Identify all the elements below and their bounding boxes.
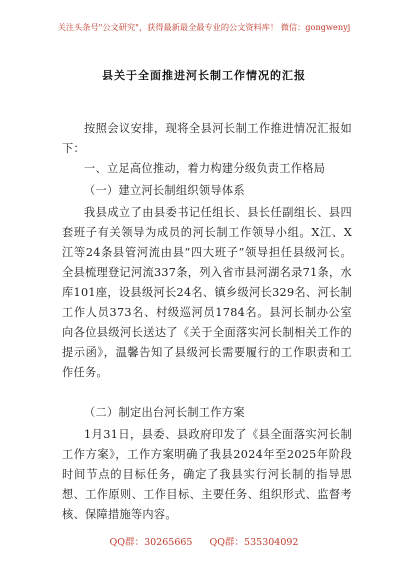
intro-paragraph: 按照会议安排，现将全县河长制工作推进情况汇报如下： [62,122,352,155]
subsection-heading-1: （一）建立河长制组织领导体系 [84,184,245,197]
header-banner-text: 关注头条号"公文研究"，获得最新最全最专业的公文资料库！ 微信：gongwenyj [57,22,351,32]
header-banner [0,22,408,33]
footer-qq-group-2: QQ群：535304092 [209,537,299,548]
subsection-1-paragraph: 我县成立了由县委书记任组长、县长任副组长、县四套班子有关领导为成员的河长制工作领导小组。X江、X江等24条县管河流由县“四大班子”领导担任县级河长。全县梳理登记河流337条，列入省市县河湖名录71条，水库101座，设县级河长24名、镇乡级河长329名、河长制工作人员373名、村级巡河员1784名。县河长制办公室向各位县级河长送达了《关于全面落实河长制相关工作的提示函》，温馨告知了县级河长需要履行的工作职责和工作任务。 [62,206,352,379]
section-heading-1: 一、立足高位推动，着力构建分级负责工作格局 [84,162,326,175]
subsection-2-paragraph: 1月31日，县委、县政府印发了《县全面落实河长制工作方案》，工作方案明确了我县2024年至2025年阶段时间节点的目标任务，确定了我县实行河长制的指导思想、工作原则、工作目标、主要任务、组织形式、监督考核、保障措施等内容。 [62,428,352,521]
footer-qq-group-1: QQ群：30265665 [109,537,193,548]
footer-contact [0,534,408,548]
subsection-heading-2: （二）制定出台河长制工作方案 [84,406,245,419]
document-title: 县关于全面推进河长制工作情况的汇报 [102,69,306,82]
